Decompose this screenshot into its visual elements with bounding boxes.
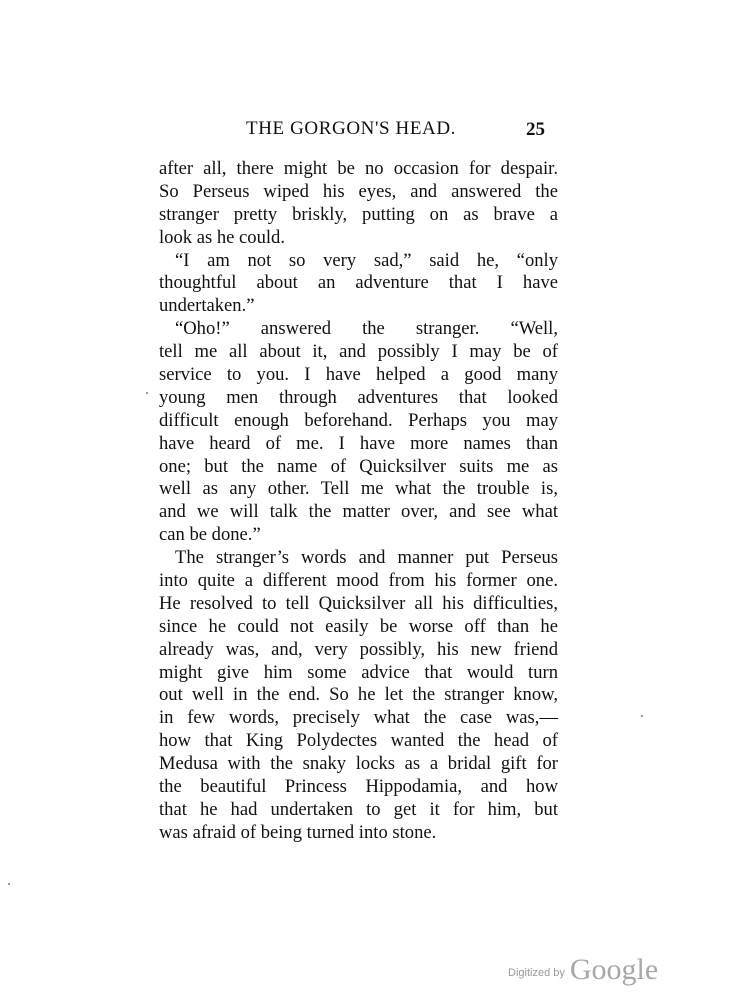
text-line: stranger pretty briskly, putting on as brave a <box>159 203 558 225</box>
text-line: He resolved to tell Quicksilver all his difficulties, <box>159 592 558 614</box>
text-line: tell me all about it, and possibly I may be of <box>159 341 558 363</box>
page-number: 25 <box>526 119 545 140</box>
text-line: young men through adventures that looked <box>159 386 558 408</box>
text-line: The stranger’s words and manner put Perseus <box>175 547 558 569</box>
text-line: “Oho!” answered the stranger. “Well, <box>175 318 558 340</box>
text-line: in few words, precisely what the case was,— <box>159 707 558 729</box>
text-line: difficult enough beforehand. Perhaps you may <box>159 409 558 431</box>
body-text <box>159 158 558 845</box>
text-line: Medusa with the snaky locks as a bridal gift for <box>159 753 558 775</box>
text-line: undertaken.” <box>159 295 255 317</box>
google-logo: Google <box>569 953 659 986</box>
text-line: out well in the end. So he let the stranger know, <box>159 684 558 706</box>
text-line: So Perseus wiped his eyes, and answered the <box>159 180 558 202</box>
text-line: service to you. I have helped a good many <box>159 364 558 386</box>
text-line: have heard of me. I have more names than <box>159 432 558 454</box>
text-line: look as he could. <box>159 226 285 248</box>
text-line: can be done.” <box>159 524 261 546</box>
text-line: well as any other. Tell me what the trouble is, <box>159 478 558 500</box>
scan-speck <box>146 392 148 394</box>
text-line: after all, there might be no occasion for despair. <box>159 158 558 179</box>
text-line: was afraid of being turned into stone. <box>159 821 437 843</box>
text-line: “I am not so very sad,” said he, “only <box>175 249 558 271</box>
text-line: that he had undertaken to get it for him, but <box>159 798 558 820</box>
text-line: how that King Polydectes wanted the head of <box>159 730 558 752</box>
digitized-by-watermark <box>508 953 658 987</box>
scan-speck <box>641 715 643 717</box>
text-line: the beautiful Princess Hippodamia, and how <box>159 776 558 798</box>
watermark-prefix: Digitized by <box>508 967 565 979</box>
text-line: since he could not easily be worse off than he <box>159 615 558 637</box>
text-line: already was, and, very possibly, his new friend <box>159 638 558 660</box>
text-line: into quite a different mood from his former one. <box>159 570 558 592</box>
running-header <box>158 118 558 144</box>
running-title: THE GORGON'S HEAD. <box>246 118 457 139</box>
text-line: and we will talk the matter over, and see what <box>159 501 558 523</box>
text-line: might give him some advice that would turn <box>159 661 558 683</box>
text-line: thoughtful about an adventure that I have <box>159 272 558 294</box>
text-line: one; but the name of Quicksilver suits me as <box>159 455 558 477</box>
scan-speck <box>8 883 10 885</box>
